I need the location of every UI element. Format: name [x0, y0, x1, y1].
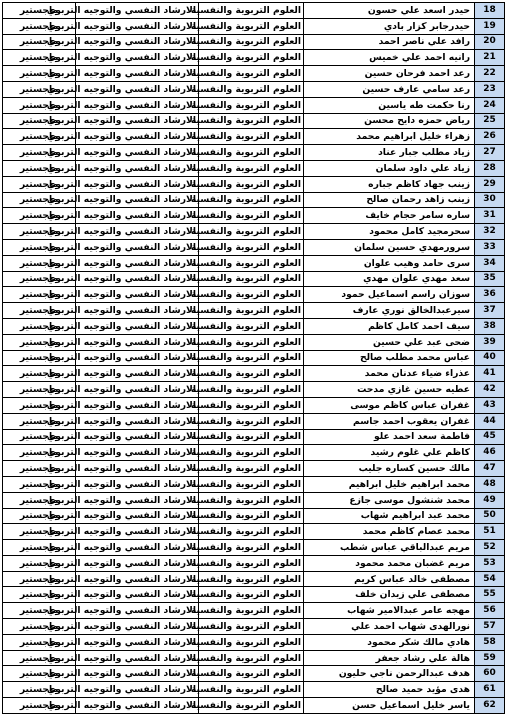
table-row: [3, 382, 505, 398]
college-cell: العلوم التربوية والنفسية: [199, 224, 304, 240]
student-name-cell: زياد علي داود سلمان: [304, 160, 475, 176]
table-row: [3, 66, 505, 82]
department-cell: الارشاد النفسي والتوجيه التربوي: [76, 81, 199, 97]
college-cell: العلوم التربوية والنفسية: [199, 508, 304, 524]
degree-cell: ماجستير: [3, 224, 76, 240]
table-row: [3, 145, 505, 161]
department-cell: الارشاد النفسي والتوجيه التربوي: [76, 445, 199, 461]
college-cell: العلوم التربوية والنفسية: [199, 176, 304, 192]
row-number-cell: 35: [475, 271, 505, 287]
student-name-cell: رياض حمزه دايح محسن: [304, 113, 475, 129]
department-cell: الارشاد النفسي والتوجيه التربوي: [76, 34, 199, 50]
department-cell: الارشاد النفسي والتوجيه التربوي: [76, 429, 199, 445]
table-row: [3, 508, 505, 524]
department-cell: الارشاد النفسي والتوجيه التربوي: [76, 192, 199, 208]
student-name-cell: زينب جهاد كاظم جباره: [304, 176, 475, 192]
college-cell: العلوم التربوية والنفسية: [199, 113, 304, 129]
table-row: [3, 18, 505, 34]
department-cell: الارشاد النفسي والتوجيه التربوي: [76, 650, 199, 666]
student-name-cell: سرى حامد وهيب علوان: [304, 255, 475, 271]
college-cell: العلوم التربوية والنفسية: [199, 18, 304, 34]
degree-cell: ماجستير: [3, 682, 76, 698]
college-cell: العلوم التربوية والنفسية: [199, 445, 304, 461]
student-name-cell: هالة علي رشاد جعفر: [304, 650, 475, 666]
student-name-cell: فاطمة سعد احمد علو: [304, 429, 475, 445]
row-number-cell: 39: [475, 334, 505, 350]
student-name-cell: هدف عبدالرحمن ناجي حليون: [304, 666, 475, 682]
table-row: [3, 176, 505, 192]
student-name-cell: رافد علي ناصر احمد: [304, 34, 475, 50]
row-number-cell: 45: [475, 429, 505, 445]
department-cell: الارشاد النفسي والتوجيه التربوي: [76, 208, 199, 224]
row-number-cell: 48: [475, 476, 505, 492]
student-name-cell: رانيه احمد علي خميس: [304, 50, 475, 66]
department-cell: الارشاد النفسي والتوجيه التربوي: [76, 145, 199, 161]
table-row: [3, 350, 505, 366]
college-cell: العلوم التربوية والنفسية: [199, 66, 304, 82]
college-cell: العلوم التربوية والنفسية: [199, 682, 304, 698]
table-row: [3, 81, 505, 97]
department-cell: الارشاد النفسي والتوجيه التربوي: [76, 508, 199, 524]
row-number-cell: 31: [475, 208, 505, 224]
table-row: [3, 555, 505, 571]
college-cell: العلوم التربوية والنفسية: [199, 698, 304, 714]
student-name-cell: مصطفى علي زيدان خلف: [304, 587, 475, 603]
student-name-cell: رعد سامي عارف حسين: [304, 81, 475, 97]
degree-cell: ماجستير: [3, 603, 76, 619]
degree-cell: ماجستير: [3, 698, 76, 714]
college-cell: العلوم التربوية والنفسية: [199, 160, 304, 176]
student-name-cell: سيرعبدالخالق نوري عارف: [304, 303, 475, 319]
degree-cell: ماجستير: [3, 461, 76, 477]
college-cell: العلوم التربوية والنفسية: [199, 382, 304, 398]
college-cell: العلوم التربوية والنفسية: [199, 208, 304, 224]
table-row: [3, 666, 505, 682]
department-cell: الارشاد النفسي والتوجيه التربوي: [76, 476, 199, 492]
row-number-cell: 38: [475, 318, 505, 334]
student-name-cell: غفران عباس كاظم موسى: [304, 397, 475, 413]
row-number-cell: 42: [475, 382, 505, 398]
row-number-cell: 29: [475, 176, 505, 192]
degree-cell: ماجستير: [3, 287, 76, 303]
row-number-cell: 61: [475, 682, 505, 698]
student-name-cell: زهراء خليل ابراهيم محمد: [304, 129, 475, 145]
degree-cell: ماجستير: [3, 3, 76, 19]
table-row: [3, 492, 505, 508]
department-cell: الارشاد النفسي والتوجيه التربوي: [76, 366, 199, 382]
college-cell: العلوم التربوية والنفسية: [199, 603, 304, 619]
row-number-cell: 36: [475, 287, 505, 303]
row-number-cell: 56: [475, 603, 505, 619]
row-number-cell: 32: [475, 224, 505, 240]
row-number-cell: 23: [475, 81, 505, 97]
row-number-cell: 58: [475, 634, 505, 650]
row-number-cell: 22: [475, 66, 505, 82]
college-cell: العلوم التربوية والنفسية: [199, 587, 304, 603]
table-row: [3, 34, 505, 50]
college-cell: العلوم التربوية والنفسية: [199, 145, 304, 161]
college-cell: العلوم التربوية والنفسية: [199, 350, 304, 366]
row-number-cell: 33: [475, 239, 505, 255]
department-cell: الارشاد النفسي والتوجيه التربوي: [76, 3, 199, 19]
table-row: [3, 113, 505, 129]
department-cell: الارشاد النفسي والتوجيه التربوي: [76, 698, 199, 714]
degree-cell: ماجستير: [3, 334, 76, 350]
department-cell: الارشاد النفسي والتوجيه التربوي: [76, 350, 199, 366]
degree-cell: ماجستير: [3, 666, 76, 682]
department-cell: الارشاد النفسي والتوجيه التربوي: [76, 666, 199, 682]
degree-cell: ماجستير: [3, 413, 76, 429]
degree-cell: ماجستير: [3, 350, 76, 366]
college-cell: العلوم التربوية والنفسية: [199, 461, 304, 477]
department-cell: الارشاد النفسي والتوجيه التربوي: [76, 113, 199, 129]
student-name-cell: غفران يعقوب احمد جاسم: [304, 413, 475, 429]
student-name-cell: هادي مالك شكر محمود: [304, 634, 475, 650]
degree-cell: ماجستير: [3, 50, 76, 66]
student-name-cell: حيدر اسعد علي حسون: [304, 3, 475, 19]
row-number-cell: 25: [475, 113, 505, 129]
degree-cell: ماجستير: [3, 176, 76, 192]
table-row: [3, 334, 505, 350]
degree-cell: ماجستير: [3, 160, 76, 176]
degree-cell: ماجستير: [3, 97, 76, 113]
degree-cell: ماجستير: [3, 113, 76, 129]
student-name-cell: سحرمجيد كامل محمود: [304, 224, 475, 240]
degree-cell: ماجستير: [3, 555, 76, 571]
row-number-cell: 30: [475, 192, 505, 208]
row-number-cell: 50: [475, 508, 505, 524]
department-cell: الارشاد النفسي والتوجيه التربوي: [76, 224, 199, 240]
table-row: [3, 540, 505, 556]
row-number-cell: 51: [475, 524, 505, 540]
department-cell: الارشاد النفسي والتوجيه التربوي: [76, 255, 199, 271]
table-row: [3, 524, 505, 540]
degree-cell: ماجستير: [3, 318, 76, 334]
student-name-cell: مالك حسين كساره جليب: [304, 461, 475, 477]
table-row: [3, 682, 505, 698]
department-cell: الارشاد النفسي والتوجيه التربوي: [76, 492, 199, 508]
row-number-cell: 26: [475, 129, 505, 145]
row-number-cell: 53: [475, 555, 505, 571]
row-number-cell: 52: [475, 540, 505, 556]
students-table-body: [3, 3, 505, 714]
student-name-cell: عذراء ضياء عدنان محمد: [304, 366, 475, 382]
degree-cell: ماجستير: [3, 18, 76, 34]
degree-cell: ماجستير: [3, 66, 76, 82]
degree-cell: ماجستير: [3, 303, 76, 319]
department-cell: الارشاد النفسي والتوجيه التربوي: [76, 50, 199, 66]
student-name-cell: ساره سامر حجام خايف: [304, 208, 475, 224]
table-row: [3, 413, 505, 429]
department-cell: الارشاد النفسي والتوجيه التربوي: [76, 97, 199, 113]
table-row: [3, 634, 505, 650]
table-row: [3, 619, 505, 635]
student-name-cell: ضحى عبد علي حسين: [304, 334, 475, 350]
degree-cell: ماجستير: [3, 34, 76, 50]
degree-cell: ماجستير: [3, 129, 76, 145]
degree-cell: ماجستير: [3, 239, 76, 255]
row-number-cell: 60: [475, 666, 505, 682]
student-name-cell: كاظم علي غلوم رشيد: [304, 445, 475, 461]
student-name-cell: زياد مطلب جبار عناد: [304, 145, 475, 161]
department-cell: الارشاد النفسي والتوجيه التربوي: [76, 619, 199, 635]
degree-cell: ماجستير: [3, 208, 76, 224]
degree-cell: ماجستير: [3, 397, 76, 413]
department-cell: الارشاد النفسي والتوجيه التربوي: [76, 318, 199, 334]
department-cell: الارشاد النفسي والتوجيه التربوي: [76, 682, 199, 698]
college-cell: العلوم التربوية والنفسية: [199, 303, 304, 319]
student-name-cell: مهجه عامر عبدالامير شهاب: [304, 603, 475, 619]
college-cell: العلوم التربوية والنفسية: [199, 255, 304, 271]
department-cell: الارشاد النفسي والتوجيه التربوي: [76, 571, 199, 587]
department-cell: الارشاد النفسي والتوجيه التربوي: [76, 555, 199, 571]
college-cell: العلوم التربوية والنفسية: [199, 239, 304, 255]
college-cell: العلوم التربوية والنفسية: [199, 397, 304, 413]
table-row: [3, 476, 505, 492]
table-row: [3, 224, 505, 240]
table-row: [3, 208, 505, 224]
table-row: [3, 303, 505, 319]
row-number-cell: 18: [475, 3, 505, 19]
college-cell: العلوم التربوية والنفسية: [199, 540, 304, 556]
college-cell: العلوم التربوية والنفسية: [199, 413, 304, 429]
student-name-cell: محمد عصام كاظم محمد: [304, 524, 475, 540]
department-cell: الارشاد النفسي والتوجيه التربوي: [76, 271, 199, 287]
degree-cell: ماجستير: [3, 271, 76, 287]
table-row: [3, 650, 505, 666]
table-row: [3, 271, 505, 287]
table-row: [3, 287, 505, 303]
college-cell: العلوم التربوية والنفسية: [199, 81, 304, 97]
table-row: [3, 571, 505, 587]
row-number-cell: 19: [475, 18, 505, 34]
college-cell: العلوم التربوية والنفسية: [199, 524, 304, 540]
degree-cell: ماجستير: [3, 445, 76, 461]
row-number-cell: 47: [475, 461, 505, 477]
college-cell: العلوم التربوية والنفسية: [199, 3, 304, 19]
row-number-cell: 43: [475, 397, 505, 413]
table-row: [3, 366, 505, 382]
degree-cell: ماجستير: [3, 540, 76, 556]
degree-cell: ماجستير: [3, 508, 76, 524]
department-cell: الارشاد النفسي والتوجيه التربوي: [76, 18, 199, 34]
degree-cell: ماجستير: [3, 255, 76, 271]
student-name-cell: مريم عبدالباقي عباس شطب: [304, 540, 475, 556]
department-cell: الارشاد النفسي والتوجيه التربوي: [76, 413, 199, 429]
college-cell: العلوم التربوية والنفسية: [199, 650, 304, 666]
college-cell: العلوم التربوية والنفسية: [199, 34, 304, 50]
college-cell: العلوم التربوية والنفسية: [199, 129, 304, 145]
row-number-cell: 37: [475, 303, 505, 319]
row-number-cell: 21: [475, 50, 505, 66]
department-cell: الارشاد النفسي والتوجيه التربوي: [76, 461, 199, 477]
table-row: [3, 129, 505, 145]
department-cell: الارشاد النفسي والتوجيه التربوي: [76, 287, 199, 303]
college-cell: العلوم التربوية والنفسية: [199, 366, 304, 382]
college-cell: العلوم التربوية والنفسية: [199, 334, 304, 350]
college-cell: العلوم التربوية والنفسية: [199, 571, 304, 587]
row-number-cell: 44: [475, 413, 505, 429]
department-cell: الارشاد النفسي والتوجيه التربوي: [76, 634, 199, 650]
department-cell: الارشاد النفسي والتوجيه التربوي: [76, 603, 199, 619]
college-cell: العلوم التربوية والنفسية: [199, 50, 304, 66]
table-row: [3, 3, 505, 19]
department-cell: الارشاد النفسي والتوجيه التربوي: [76, 587, 199, 603]
college-cell: العلوم التربوية والنفسية: [199, 287, 304, 303]
table-row: [3, 160, 505, 176]
student-name-cell: حيدرجابر كزار بادي: [304, 18, 475, 34]
department-cell: الارشاد النفسي والتوجيه التربوي: [76, 129, 199, 145]
degree-cell: ماجستير: [3, 429, 76, 445]
student-name-cell: عباس محمد مطلب صالح: [304, 350, 475, 366]
table-row: [3, 445, 505, 461]
table-row: [3, 318, 505, 334]
table-row: [3, 239, 505, 255]
department-cell: الارشاد النفسي والتوجيه التربوي: [76, 176, 199, 192]
department-cell: الارشاد النفسي والتوجيه التربوي: [76, 160, 199, 176]
table-row: [3, 97, 505, 113]
row-number-cell: 41: [475, 366, 505, 382]
college-cell: العلوم التربوية والنفسية: [199, 619, 304, 635]
students-table: [2, 2, 505, 714]
table-row: [3, 192, 505, 208]
student-name-cell: عطيه حسين غازي مدحت: [304, 382, 475, 398]
degree-cell: ماجستير: [3, 650, 76, 666]
college-cell: العلوم التربوية والنفسية: [199, 666, 304, 682]
department-cell: الارشاد النفسي والتوجيه التربوي: [76, 303, 199, 319]
row-number-cell: 54: [475, 571, 505, 587]
college-cell: العلوم التربوية والنفسية: [199, 555, 304, 571]
degree-cell: ماجستير: [3, 145, 76, 161]
student-name-cell: سيف احمد كامل كاظم: [304, 318, 475, 334]
department-cell: الارشاد النفسي والتوجيه التربوي: [76, 397, 199, 413]
table-row: [3, 397, 505, 413]
college-cell: العلوم التربوية والنفسية: [199, 97, 304, 113]
student-name-cell: زينب زاهد رحمان صالح: [304, 192, 475, 208]
row-number-cell: 28: [475, 160, 505, 176]
student-name-cell: هدى مؤيد حميد صالح: [304, 682, 475, 698]
row-number-cell: 62: [475, 698, 505, 714]
college-cell: العلوم التربوية والنفسية: [199, 429, 304, 445]
student-name-cell: مريم غضبان محمد محمود: [304, 555, 475, 571]
department-cell: الارشاد النفسي والتوجيه التربوي: [76, 524, 199, 540]
degree-cell: ماجستير: [3, 587, 76, 603]
table-row: [3, 50, 505, 66]
table-row: [3, 603, 505, 619]
table-row: [3, 461, 505, 477]
row-number-cell: 46: [475, 445, 505, 461]
degree-cell: ماجستير: [3, 192, 76, 208]
student-name-cell: رنا حكمت طه ياسين: [304, 97, 475, 113]
degree-cell: ماجستير: [3, 382, 76, 398]
college-cell: العلوم التربوية والنفسية: [199, 318, 304, 334]
table-row: [3, 587, 505, 603]
degree-cell: ماجستير: [3, 524, 76, 540]
department-cell: الارشاد النفسي والتوجيه التربوي: [76, 239, 199, 255]
student-name-cell: محمد عبد ابراهيم شهاب: [304, 508, 475, 524]
department-cell: الارشاد النفسي والتوجيه التربوي: [76, 382, 199, 398]
college-cell: العلوم التربوية والنفسية: [199, 492, 304, 508]
row-number-cell: 55: [475, 587, 505, 603]
department-cell: الارشاد النفسي والتوجيه التربوي: [76, 334, 199, 350]
student-name-cell: سعد مهدي علوان مهدي: [304, 271, 475, 287]
student-name-cell: سوزان راسم اسماعيل حمود: [304, 287, 475, 303]
row-number-cell: 49: [475, 492, 505, 508]
row-number-cell: 59: [475, 650, 505, 666]
college-cell: العلوم التربوية والنفسية: [199, 476, 304, 492]
degree-cell: ماجستير: [3, 366, 76, 382]
degree-cell: ماجستير: [3, 476, 76, 492]
row-number-cell: 27: [475, 145, 505, 161]
row-number-cell: 57: [475, 619, 505, 635]
table-row: [3, 698, 505, 714]
row-number-cell: 20: [475, 34, 505, 50]
student-name-cell: ياسر خليل اسماعيل حسن: [304, 698, 475, 714]
department-cell: الارشاد النفسي والتوجيه التربوي: [76, 540, 199, 556]
college-cell: العلوم التربوية والنفسية: [199, 634, 304, 650]
degree-cell: ماجستير: [3, 492, 76, 508]
row-number-cell: 40: [475, 350, 505, 366]
department-cell: الارشاد النفسي والتوجيه التربوي: [76, 66, 199, 82]
degree-cell: ماجستير: [3, 634, 76, 650]
table-row: [3, 429, 505, 445]
degree-cell: ماجستير: [3, 571, 76, 587]
row-number-cell: 24: [475, 97, 505, 113]
table-row: [3, 255, 505, 271]
degree-cell: ماجستير: [3, 619, 76, 635]
student-name-cell: رعد احمد فرحان حسين: [304, 66, 475, 82]
student-name-cell: مصطفى خالد عباس كريم: [304, 571, 475, 587]
college-cell: العلوم التربوية والنفسية: [199, 271, 304, 287]
row-number-cell: 34: [475, 255, 505, 271]
student-name-cell: سرورمهدي حسين سلمان: [304, 239, 475, 255]
student-name-cell: نورالهدى شهاب احمد علي: [304, 619, 475, 635]
degree-cell: ماجستير: [3, 81, 76, 97]
student-name-cell: محمد ابراهيم خليل ابراهيم: [304, 476, 475, 492]
student-name-cell: محمد شنشول موسى جازع: [304, 492, 475, 508]
college-cell: العلوم التربوية والنفسية: [199, 192, 304, 208]
